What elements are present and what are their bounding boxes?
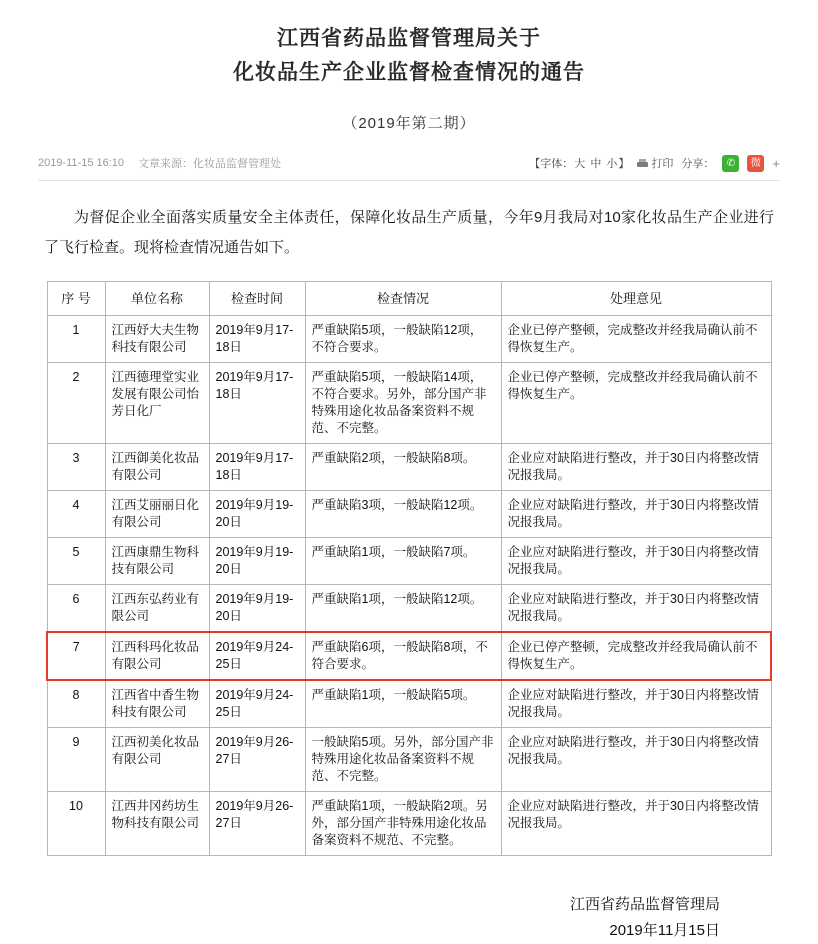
cell-findings: 严重缺陷1项，一般缺陷2项。另外，部分国产非特殊用途化妆品备案资料不规范、不完整。 <box>305 792 501 856</box>
signature-org: 江西省药品监督管理局 <box>569 896 720 913</box>
table-row <box>47 792 771 856</box>
cell-date: 2019年9月24-25日 <box>209 632 305 680</box>
signature-date: 2019年11月15日 <box>609 922 720 939</box>
cell-findings: 严重缺陷2项，一般缺陷8项。 <box>305 444 501 491</box>
cell-index: 3 <box>47 444 105 491</box>
cell-index: 2 <box>47 363 105 444</box>
column-header-action: 处理意见 <box>501 282 771 316</box>
cell-index: 4 <box>47 491 105 538</box>
font-size-label-end: 】 <box>618 158 630 170</box>
cell-index: 7 <box>47 632 105 680</box>
cell-action: 企业应对缺陷进行整改，并于30日内将整改情况报我局。 <box>501 491 771 538</box>
cell-action: 企业应对缺陷进行整改，并于30日内将整改情况报我局。 <box>501 585 771 633</box>
cell-company: 江西御美化妆品有限公司 <box>105 444 209 491</box>
page-subtitle: （2019年第二期） <box>342 115 476 132</box>
cell-action: 企业已停产整顿，完成整改并经我局确认前不得恢复生产。 <box>501 363 771 444</box>
page-title <box>38 0 780 90</box>
cell-date: 2019年9月17-18日 <box>209 316 305 363</box>
table-row <box>47 538 771 585</box>
cell-date: 2019年9月26-27日 <box>209 792 305 856</box>
cell-findings: 严重缺陷1项，一般缺陷12项。 <box>305 585 501 633</box>
share-more-button[interactable]: + <box>772 155 780 171</box>
cell-index: 9 <box>47 728 105 792</box>
font-size-label: 【字体： <box>529 158 574 170</box>
table-row <box>47 728 771 792</box>
publish-datetime: 2019-11-15 16:10 <box>38 157 125 169</box>
cell-index: 10 <box>47 792 105 856</box>
cell-date: 2019年9月24-25日 <box>209 680 305 728</box>
print-label: 打印 <box>651 158 674 170</box>
cell-index: 8 <box>47 680 105 728</box>
page-title-line-2: 化妆品生产企业监督检查情况的通告 <box>233 61 585 84</box>
cell-action: 企业已停产整顿，完成整改并经我局确认前不得恢复生产。 <box>501 632 771 680</box>
cell-action: 企业应对缺陷进行整改，并于30日内将整改情况报我局。 <box>501 444 771 491</box>
column-header-findings: 检查情况 <box>305 282 501 316</box>
cell-findings: 严重缺陷6项，一般缺陷8项，不符合要求。 <box>305 632 501 680</box>
table-row <box>47 363 771 444</box>
cell-date: 2019年9月19-20日 <box>209 491 305 538</box>
page-title-line-1: 江西省药品监督管理局关于 <box>277 27 541 50</box>
cell-action: 企业应对缺陷进行整改，并于30日内将整改情况报我局。 <box>501 728 771 792</box>
table-row <box>47 316 771 363</box>
article-source: 文章来源：化妆品监督管理处 <box>138 158 282 170</box>
table-row <box>47 491 771 538</box>
cell-action: 企业应对缺陷进行整改，并于30日内将整改情况报我局。 <box>501 680 771 728</box>
cell-company: 江西省中香生物科技有限公司 <box>105 680 209 728</box>
cell-action: 企业应对缺陷进行整改，并于30日内将整改情况报我局。 <box>501 538 771 585</box>
cell-company: 江西艾丽丽日化有限公司 <box>105 491 209 538</box>
weibo-icon[interactable]: 微 <box>747 155 764 172</box>
cell-findings: 严重缺陷1项，一般缺陷5项。 <box>305 680 501 728</box>
wechat-icon[interactable]: ✆ <box>722 155 739 172</box>
cell-index: 5 <box>47 538 105 585</box>
cell-findings: 严重缺陷3项，一般缺陷12项。 <box>305 491 501 538</box>
cell-company: 江西科玛化妆品有限公司 <box>105 632 209 680</box>
meta-bar <box>38 153 780 181</box>
cell-company: 江西德理堂实业发展有限公司怡芳日化厂 <box>105 363 209 444</box>
cell-date: 2019年9月17-18日 <box>209 363 305 444</box>
cell-date: 2019年9月19-20日 <box>209 538 305 585</box>
font-size-controls <box>529 155 629 171</box>
font-size-medium[interactable]: 中 <box>590 158 602 170</box>
table-row-highlighted <box>47 632 771 680</box>
font-size-large[interactable]: 大 <box>574 158 586 170</box>
column-header-date: 检查时间 <box>209 282 305 316</box>
cell-action: 企业已停产整顿，完成整改并经我局确认前不得恢复生产。 <box>501 316 771 363</box>
cell-index: 6 <box>47 585 105 633</box>
inspection-table <box>46 281 772 856</box>
cell-findings: 一般缺陷5项。另外，部分国产非特殊用途化妆品备案资料不规范、不完整。 <box>305 728 501 792</box>
cell-company: 江西初美化妆品有限公司 <box>105 728 209 792</box>
share-label: 分享： <box>681 158 715 170</box>
column-header-index: 序 号 <box>47 282 105 316</box>
cell-company: 江西东弘药业有限公司 <box>105 585 209 633</box>
cell-findings: 严重缺陷5项，一般缺陷14项，不符合要求。另外，部分国产非特殊用途化妆品备案资料不规范、不完整。 <box>305 363 501 444</box>
cell-date: 2019年9月17-18日 <box>209 444 305 491</box>
table-row <box>47 680 771 728</box>
cell-date: 2019年9月26-27日 <box>209 728 305 792</box>
print-button[interactable] <box>637 155 673 171</box>
cell-findings: 严重缺陷5项，一般缺陷12项，不符合要求。 <box>305 316 501 363</box>
signature-block <box>38 892 780 944</box>
font-size-small[interactable]: 小 <box>606 158 618 170</box>
cell-company: 江西井冈药坊生物科技有限公司 <box>105 792 209 856</box>
cell-index: 1 <box>47 316 105 363</box>
column-header-company: 单位名称 <box>105 282 209 316</box>
meta-left <box>38 155 281 171</box>
cell-date: 2019年9月19-20日 <box>209 585 305 633</box>
meta-right <box>529 155 780 172</box>
printer-icon <box>637 159 648 168</box>
table-row <box>47 444 771 491</box>
cell-action: 企业应对缺陷进行整改，并于30日内将整改情况报我局。 <box>501 792 771 856</box>
cell-company: 江西康鼎生物科技有限公司 <box>105 538 209 585</box>
cell-company: 江西妤大夫生物科技有限公司 <box>105 316 209 363</box>
intro-paragraph: 为督促企业全面落实质量安全主体责任，保障化妆品生产质量，今年9月我局对10家化妆品生产企业进行了飞行检查。现将检查情况通告如下。 <box>44 209 774 256</box>
cell-findings: 严重缺陷1项，一般缺陷7项。 <box>305 538 501 585</box>
table-header-row <box>47 282 771 316</box>
table-row <box>47 585 771 633</box>
